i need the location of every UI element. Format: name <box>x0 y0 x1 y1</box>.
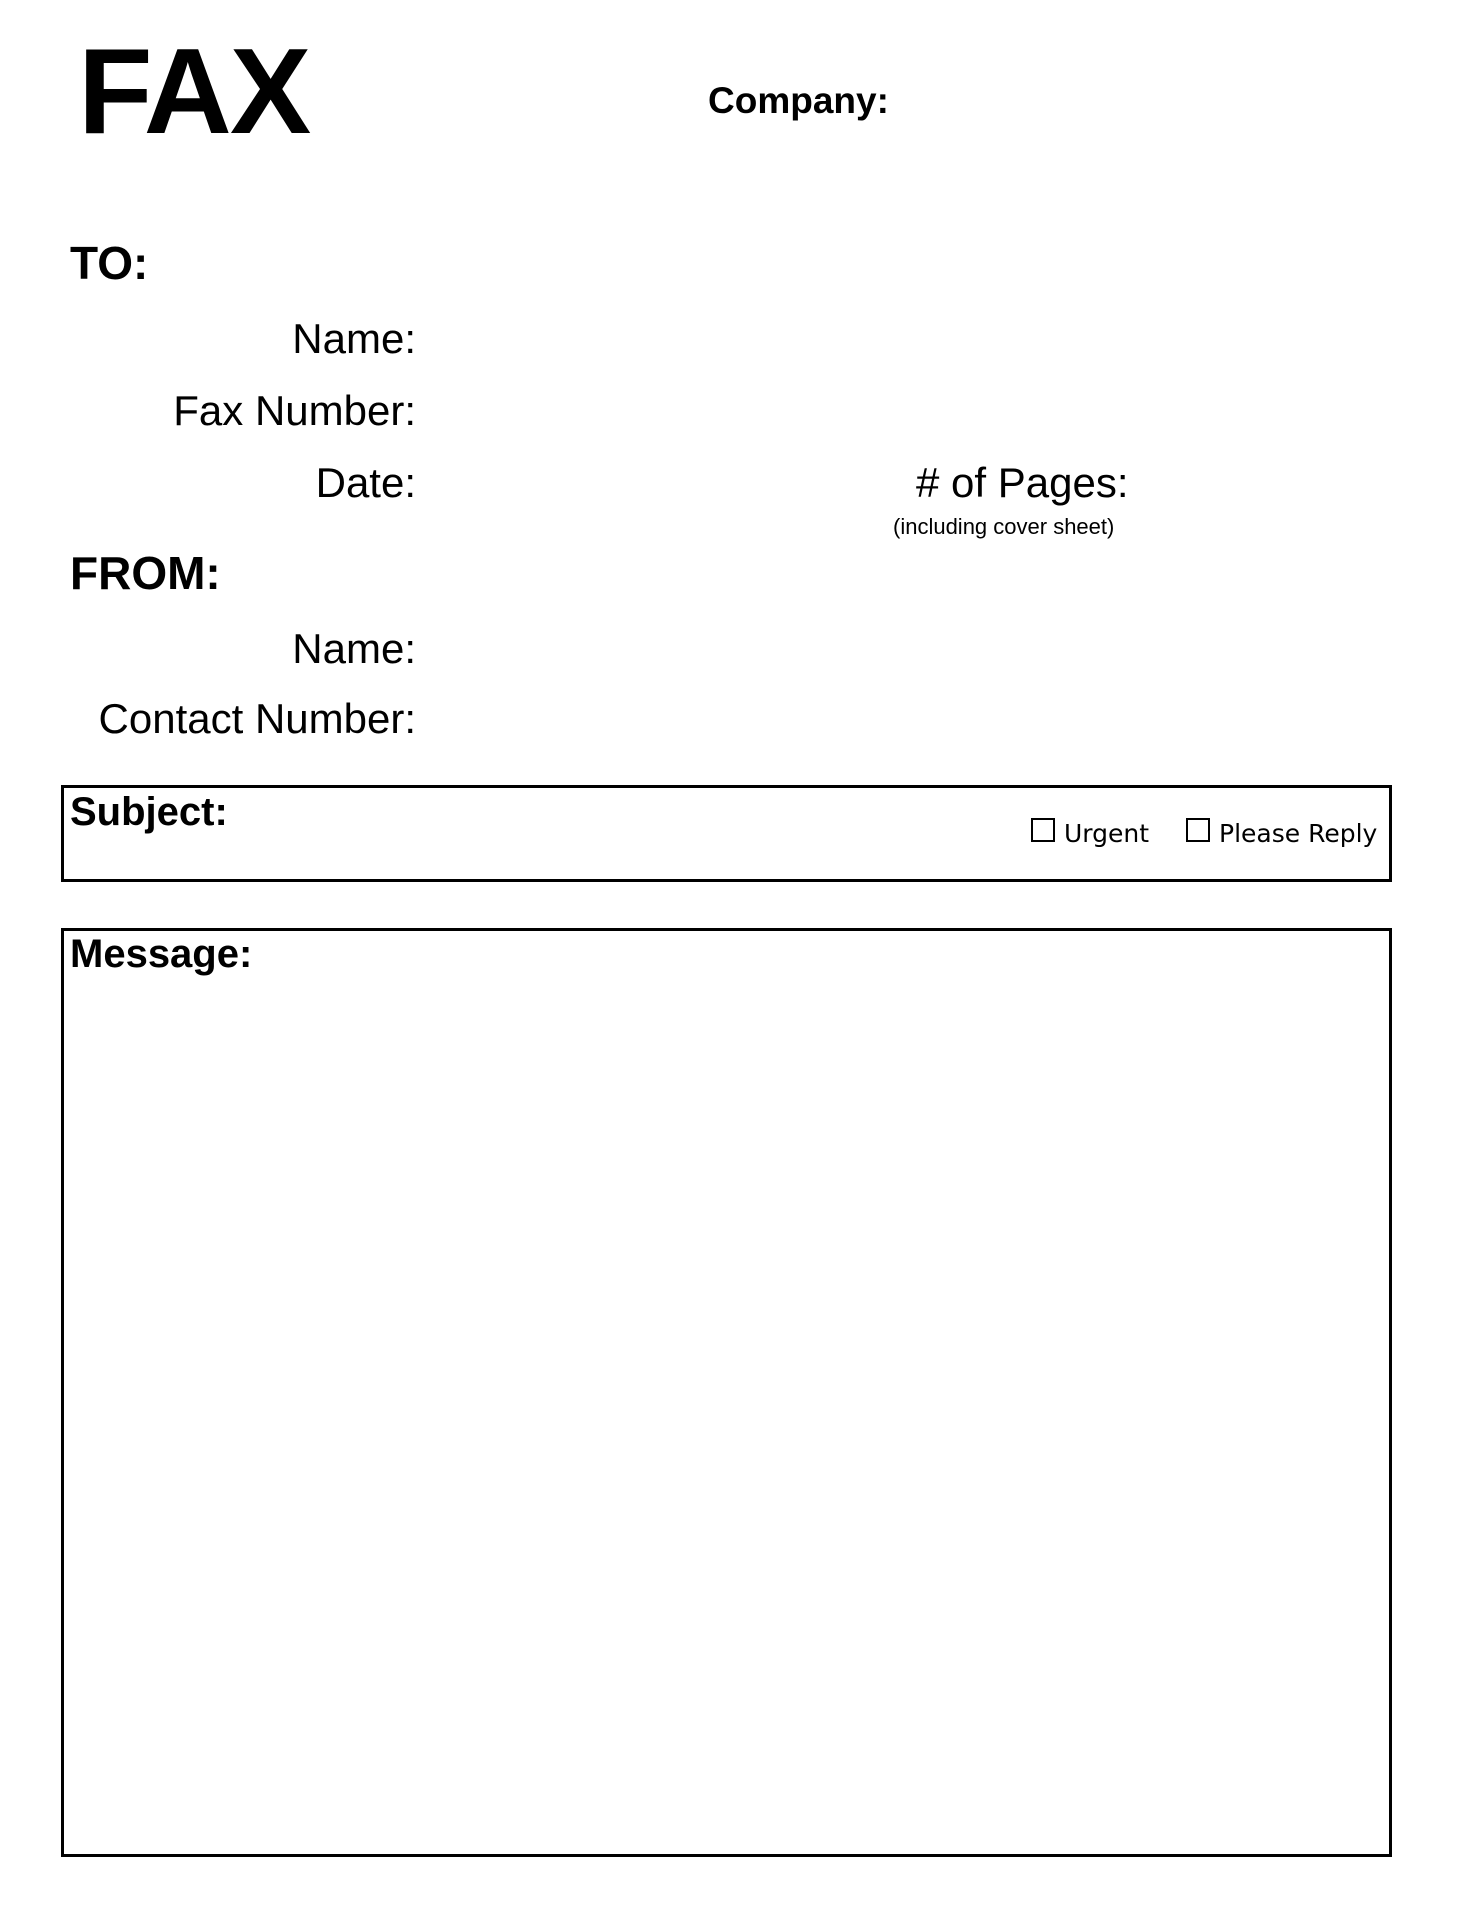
please-reply-checkbox[interactable] <box>1186 818 1210 842</box>
to-name-label: Name: <box>292 315 416 362</box>
from-contact-number-label: Contact Number: <box>98 695 416 742</box>
company-label: Company: <box>708 80 889 121</box>
to-heading: TO: <box>70 237 149 289</box>
to-date-label: Date: <box>315 459 416 506</box>
urgent-label: Urgent <box>1064 819 1150 848</box>
pages-label: # of Pages: <box>916 459 1129 506</box>
pages-sublabel: (including cover sheet) <box>893 514 1115 539</box>
message-box[interactable] <box>61 928 1392 1857</box>
message-label: Message: <box>70 932 253 976</box>
to-fax-number-label: Fax Number: <box>173 387 416 434</box>
subject-label: Subject: <box>70 790 228 834</box>
please-reply-label: Please Reply <box>1219 819 1378 848</box>
from-heading: FROM: <box>70 547 221 599</box>
from-name-label: Name: <box>292 625 416 672</box>
urgent-checkbox[interactable] <box>1031 818 1055 842</box>
fax-title: FAX <box>78 23 310 159</box>
